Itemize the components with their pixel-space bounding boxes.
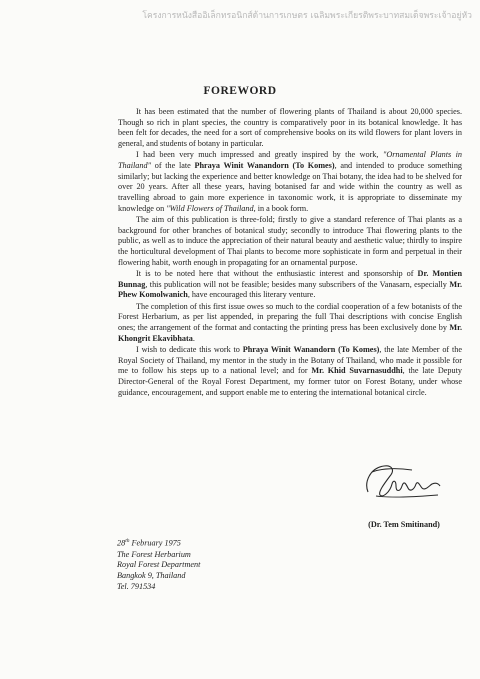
handwritten-signature [362,462,442,500]
paragraph-text: , in a book form. [253,203,309,213]
paragraph-text: I had been very much impressed and greatly inspired by the work, [136,150,383,160]
signoff-line: Bangkok 9, Thailand [117,571,186,581]
paragraph-text: The completion of this first issue owes so much to the cordial cooperation of a few botanists of the Forest Herbarium, as per list appended, in preparing the full Thai descriptions with concise English ones; the arrangement of the format and contacting the printing press has been exclusively done by [118,301,462,333]
name-text: Mr. Khongrit Ekavibhata [118,323,462,343]
page-title: FOREWORD [203,85,277,97]
paragraph [118,345,462,399]
paragraph-text: , the late Member of the Royal Society of Thailand, my mentor in the study in the Botany of Thailand, who made it possible for me to follow his steps up to a national level; and for [118,344,462,376]
signoff-line: The Forest Herbarium [117,549,191,559]
signoff-date: 28th February 1975 [117,538,181,548]
paragraph-text: , have encouraged this literary venture. [187,290,316,300]
signer-name: (Dr. Tem Smitinand) [368,520,440,529]
paragraph-text: of the late [151,161,195,171]
name-text: Mr. Phew Komolwanich [118,279,462,300]
paragraph-text: , the late Deputy Director-General of the Royal Forest Department, my former tutor on Forest Botany, under whose guidance, encouragement, and support enable me to entering the international botanical circle. [118,366,462,397]
paragraph-text: , and intended to produce something similarly; but lacking the experience and better knowledge on Thai botany, the idea had to be shelved for over 20 years. After all these years, having botanised far and wide within the country as well as travelling abroad to gain more experience in taxonomic work, it is appropriate to disseminate my knowledge on [118,161,463,213]
paragraph [118,215,462,269]
title-citation: "Wild Flowers of Thailand [166,203,254,213]
paragraph-text: . [192,333,195,343]
signoff-line: Royal Forest Department [117,560,201,570]
name-text: Phraya Winit Wanandorn (To Komes) [194,161,335,171]
name-text: Dr. Montien Bunnag [118,269,462,289]
paragraph-text: , this publication will not be feasible; besides many subscribers of the Vanasarn, especially [145,279,450,289]
signoff-block [117,536,297,593]
paragraph-text: It has been estimated that the number of flowering plants of Thailand is about 20,000 species. Though so rich in plant species, the country is comparatively poor in its botanical knowledge. It has been felt for decades, the need for a sort of comprehensive books on its wild flowers for plant lovers in general, and students of botany in particular. [118,107,462,149]
paragraph [118,107,462,150]
foreword-body [118,107,462,398]
paragraph [118,150,462,214]
name-text: Phraya Winit Wanandorn (To Komes) [242,344,380,354]
paragraph [118,269,462,301]
paragraph [118,302,462,345]
paragraph-text: The aim of this publication is three-fold; firstly to give a standard reference of Thai plants as a background for other branches of botanical study; secondly to introduce Thai flowering plants to the public, as well as to induce the appreciation of their natural beauty and aesthetic value; thirdly to inspire the horticultural development of Thai plants to become more sophisticate in form and perpetual in their flowering habit, worth enough in propagating for an ornamental purpose. [118,215,462,267]
paragraph-text: It is to be noted here that without the enthusiastic interest and sponsorship of [136,269,418,279]
title-citation: "Ornamental Plants in Thailand" [118,150,462,171]
paragraph-text: I wish to dedicate this work to [136,344,243,354]
name-text: Mr. Khid Suvarnasuddhi [311,366,403,376]
signoff-line: Tel. 791534 [117,581,156,591]
header-watermark: โครงการหนังสืออิเล็กทรอนิกส์ด้านการเกษตร เฉลิมพระเกียรติพระบาทสมเด็จพระเจ้าอยู่หัว [142,11,472,21]
